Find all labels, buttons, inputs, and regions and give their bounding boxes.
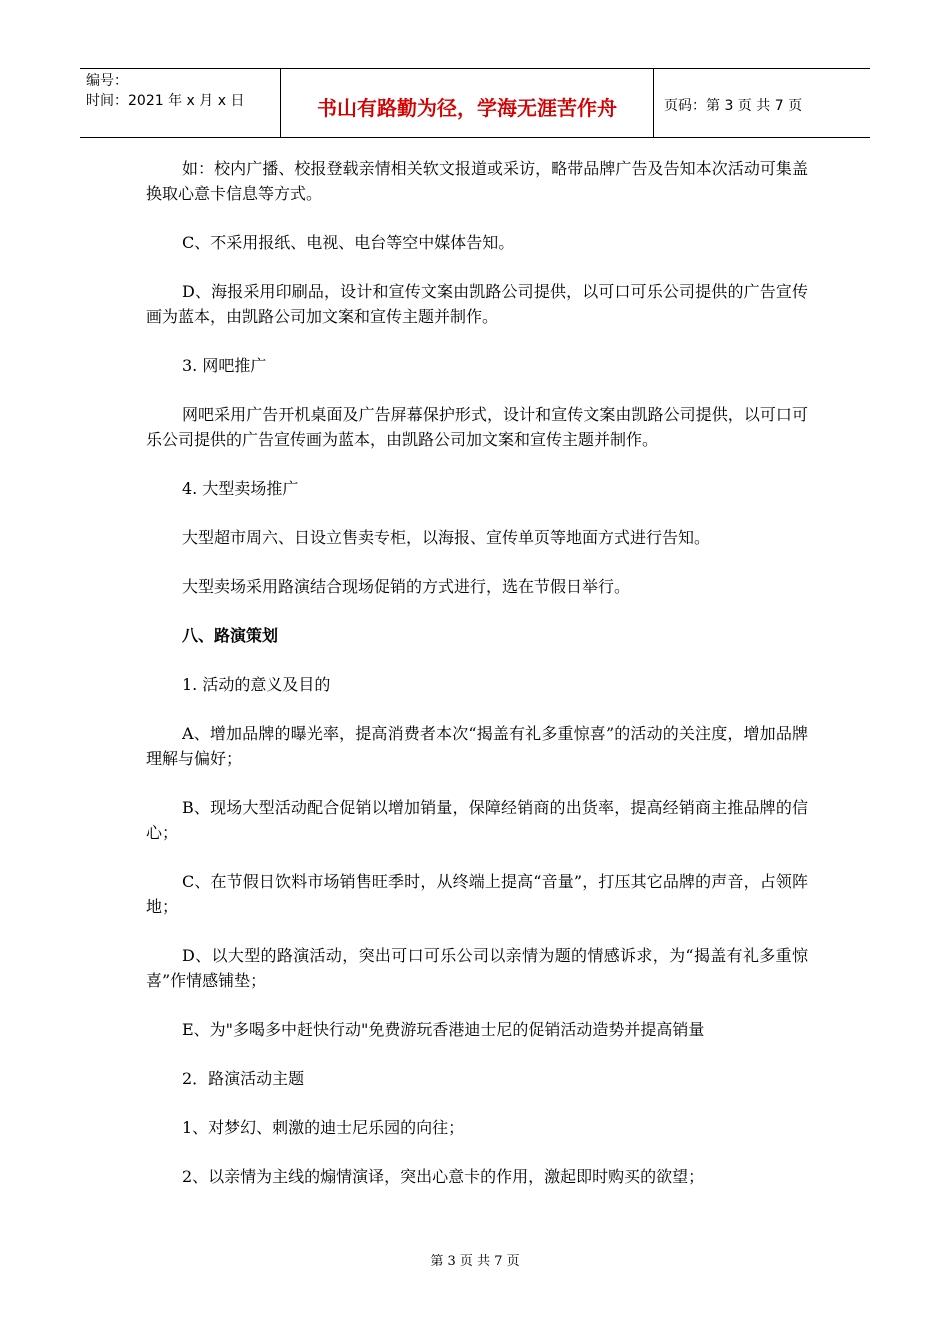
header-page-info: 页码：第 3 页 共 7 页: [664, 98, 803, 114]
subheading: 1. 活动的意义及目的: [182, 675, 331, 694]
paragraph: 网吧采用广告开机桌面及广告屏幕保护形式，设计和宣传文案由凯路公司提供，以可口可乐公司提供的广告宣传画为蓝本，由凯路公司加文案和宣传主题并制作。: [146, 405, 808, 449]
paragraph: E、为"多喝多中赶快行动"免费游玩香港迪士尼的促销活动造势并提高销量: [182, 1020, 705, 1039]
subheading: 2．路演活动主题: [182, 1069, 305, 1088]
list-item: 1、对梦幻、刺激的迪士尼乐园的向往；: [182, 1118, 465, 1137]
document-date: 时间：2021 年 x 月 x 日: [86, 93, 245, 109]
subheading: 4. 大型卖场推广: [182, 479, 299, 498]
paragraph: D、海报采用印刷品，设计和宣传文案由凯路公司提供，以可口可乐公司提供的广告宣传画为蓝本，由凯路公司加文案和宣传主题并制作。: [146, 282, 808, 326]
paragraph: A、增加品牌的曝光率，提高消费者本次“揭盖有礼多重惊喜”的活动的关注度，增加品牌理解与偏好；: [146, 724, 808, 768]
paragraph: B、现场大型活动配合促销以增加销量，保障经销商的出货率，提高经销商主推品牌的信心；: [146, 798, 808, 842]
document-number: 编号：: [86, 73, 128, 89]
section-heading: 八、路演策划: [182, 626, 279, 645]
subheading: 3. 网吧推广: [182, 356, 267, 375]
page-header: [80, 68, 870, 138]
paragraph: 大型卖场采用路演结合现场促销的方式进行，选在节假日举行。: [182, 577, 631, 596]
document-body: [146, 156, 808, 1213]
paragraph: C、在节假日饮料市场销售旺季时，从终端上提高“音量”，打压其它品牌的声音，占领阵地；: [146, 872, 808, 916]
header-motto: 书山有路勤为径，学海无涯苦作舟: [281, 69, 654, 137]
page-footer: 第 3 页 共 7 页: [430, 1254, 520, 1269]
paragraph: D、以大型的路演活动，突出可口可乐公司以亲情为题的情感诉求，为“揭盖有礼多重惊喜”作情感铺垫；: [146, 946, 808, 990]
paragraph: 如：校内广播、校报登载亲情相关软文报道或采访，略带品牌广告及告知本次活动可集盖换取心意卡信息等方式。: [146, 159, 808, 203]
header-meta: [80, 69, 281, 137]
paragraph: 大型超市周六、日设立售卖专柜，以海报、宣传单页等地面方式进行告知。: [182, 528, 711, 547]
list-item: 2、以亲情为主线的煽情演译，突出心意卡的作用，激起即时购买的欲望；: [182, 1167, 705, 1186]
paragraph: C、不采用报纸、电视、电台等空中媒体告知。: [182, 233, 515, 252]
